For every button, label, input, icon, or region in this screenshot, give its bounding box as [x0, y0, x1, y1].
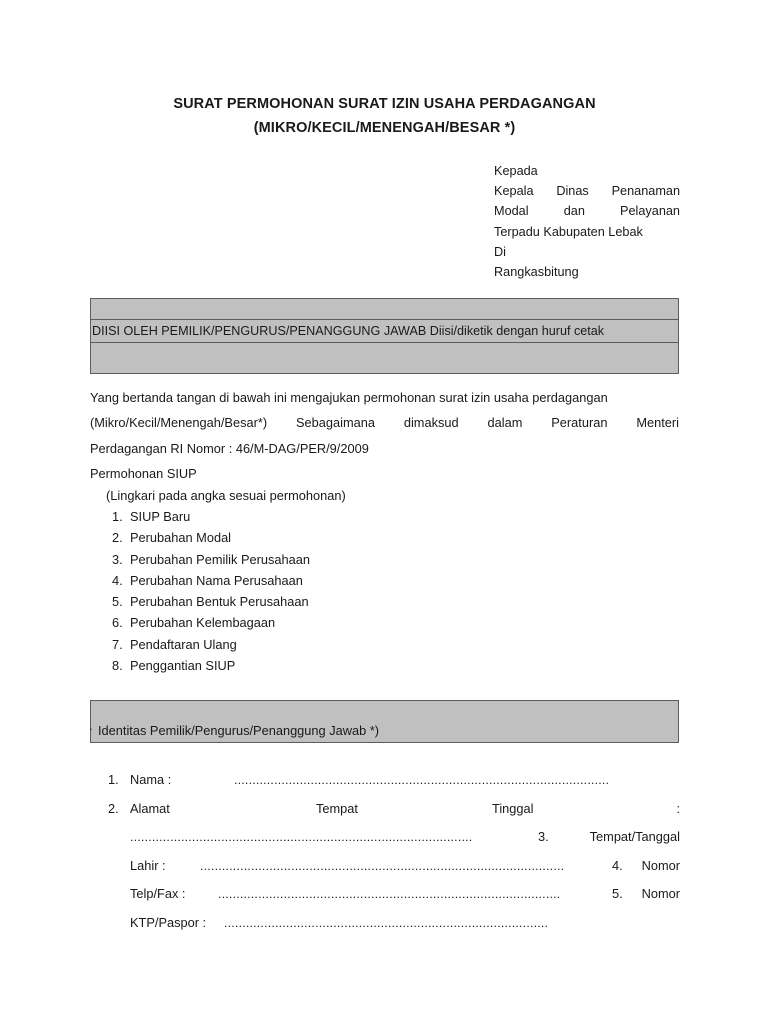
banner-row-label: DIISI OLEH PEMILIK/PENGURUS/PENANGGUNG JAWAB Diisi/diketik dengan huruf cetak — [91, 320, 678, 343]
permohonan-heading: Permohonan SIUP — [90, 466, 197, 481]
list-item-number: 1. — [112, 509, 123, 524]
list-item[interactable] — [90, 527, 490, 548]
banner-identitas-label: Identitas Pemilik/Pengurus/Penanggung Jawab *) — [98, 723, 379, 738]
title-line-1: SURAT PERMOHONAN SURAT IZIN USAHA PERDAGANGAN — [173, 96, 596, 112]
form-row-nama — [108, 766, 680, 795]
list-item-label: SIUP Baru — [130, 509, 191, 524]
form-row-lahir — [108, 852, 680, 881]
banner-identitas-text-wrap — [89, 717, 379, 740]
list-item[interactable] — [90, 591, 490, 612]
list-item[interactable] — [90, 570, 490, 591]
form-row-alamat-value — [108, 823, 680, 852]
form-field-alamat[interactable]: .............................................................................................. — [130, 830, 473, 845]
list-item[interactable] — [90, 655, 490, 676]
form-row-number: 5. — [612, 886, 623, 902]
form-label-nomor: Nomor — [641, 886, 680, 902]
form-label-alamat-colon: : — [676, 800, 680, 816]
form-label-tinggal: Tinggal — [492, 800, 534, 816]
form-row-telp-fax — [108, 880, 680, 909]
permohonan-section — [90, 463, 490, 676]
intro-paragraph-line-3: Perdagangan RI Nomor : 46/M-DAG/PER/9/2009 — [90, 440, 369, 456]
list-item-label: Perubahan Modal — [130, 530, 232, 546]
form-label-tempat: Tempat — [316, 800, 358, 816]
form-field-telp-fax[interactable]: .............................................................................................. — [218, 887, 561, 902]
intro-paragraph-line-2: (Mikro/Kecil/Menengah/Besar*) Sebagaimana dimaksud dalam Peraturan Menteri — [90, 415, 679, 431]
addressee-line-4: Terpadu Kabupaten Lebak — [494, 224, 643, 239]
form-field-nama[interactable]: ....................................................................................................... — [234, 773, 610, 787]
addressee-line-2: Kepala Dinas Penanaman — [494, 184, 680, 199]
addressee-block — [494, 161, 680, 282]
identity-form — [108, 766, 680, 938]
form-label-telp-fax: Telp/Fax : — [130, 886, 186, 902]
intro-paragraph-line-1: Yang bertanda tangan di bawah ini mengajukan permohonan surat izin usaha perdagangan — [90, 390, 608, 405]
form-label-nomor-ktp: Nomor — [641, 857, 680, 873]
permohonan-list — [90, 506, 490, 676]
addressee-line-city: Rangkasbitung — [494, 265, 579, 280]
title-line-2: (MIKRO/KECIL/MENENGAH/BESAR *) — [253, 120, 516, 136]
list-item-number: 4. — [112, 572, 123, 588]
list-item-label: Perubahan Nama Perusahaan — [130, 572, 303, 588]
permohonan-subheading: (Lingkari pada angka sesuai permohonan) — [106, 487, 346, 503]
form-row-number: 2. — [108, 800, 119, 816]
list-item[interactable] — [90, 549, 490, 570]
page-title — [90, 92, 679, 140]
form-label-nama: Nama : — [130, 772, 172, 787]
form-label-alamat: Alamat — [130, 800, 170, 816]
list-item-label: Perubahan Kelembagaan — [130, 615, 276, 631]
form-row-number: 1. — [108, 772, 119, 787]
list-item-number: 5. — [112, 594, 123, 610]
list-item-number: 6. — [112, 615, 123, 631]
addressee-line-di: Di — [494, 244, 506, 259]
banner-identitas-marker: . — [89, 718, 93, 733]
banner-diisi-oleh — [90, 298, 679, 374]
form-row-alamat — [108, 795, 680, 824]
banner-row-empty-bottom — [91, 343, 678, 373]
form-row-ktp-paspor — [108, 909, 680, 938]
addressee-line-3: Modal dan Pelayanan — [494, 204, 680, 219]
form-label-ktp-paspor: KTP/Paspor : — [130, 914, 207, 930]
list-item[interactable] — [90, 506, 490, 527]
list-item[interactable] — [90, 634, 490, 655]
list-item-number: 3. — [112, 551, 123, 567]
form-row-number: 4. — [612, 857, 623, 873]
form-label-lahir: Lahir : — [130, 857, 166, 873]
list-item-label: Perubahan Pemilik Perusahaan — [130, 551, 310, 567]
form-field-lahir[interactable]: .................................................................................................... — [200, 858, 565, 873]
addressee-line-kepada: Kepada — [494, 164, 538, 178]
banner-identitas — [90, 700, 679, 743]
list-item-number: 7. — [112, 636, 123, 652]
list-item-label: Pendaftaran Ulang — [130, 636, 237, 652]
list-item-number: 8. — [112, 658, 123, 674]
intro-paragraph — [90, 385, 679, 461]
list-item-label: Perubahan Bentuk Perusahaan — [130, 594, 309, 610]
list-item-number: 2. — [112, 530, 123, 546]
form-label-tempat-tanggal: Tempat/Tanggal — [589, 829, 680, 845]
list-item-label: Penggantian SIUP — [130, 658, 236, 674]
form-field-ktp-paspor[interactable]: ......................................................................................... — [224, 915, 549, 930]
form-row-number: 3. — [538, 829, 549, 845]
banner-row-empty-top — [91, 299, 678, 320]
list-item[interactable] — [90, 612, 490, 633]
